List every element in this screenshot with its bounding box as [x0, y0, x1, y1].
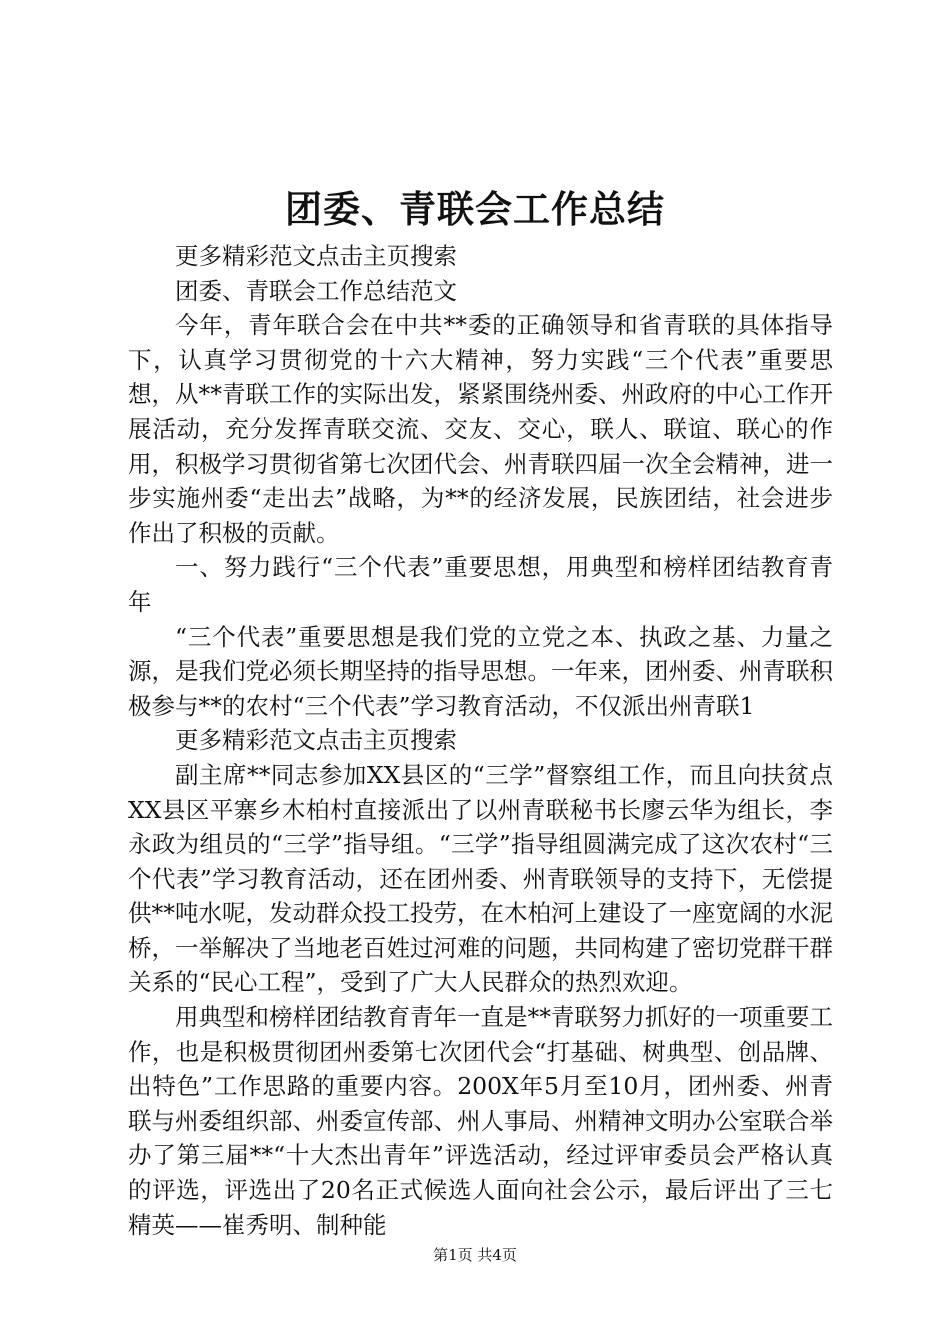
paragraph-intro: 今年，青年联合会在中共**委的正确领导和省青联的具体指导下，认真学习贯彻党的十六大精神，努力实践“三个代表”重要思想，从**青联工作的实际出发，紧紧围绕州委、州政府的中心工作开展活动，充分发挥青联交流、交友、交心，联人、联谊、联心的作用，积极学习贯彻省第七次团代会、州青联四届一次全会精神，进一步实施州委“走出去”战略，为**的经济发展，民族团结，社会进步作出了积极的贡献。: [128, 311, 833, 547]
document-body: [128, 239, 833, 1242]
paragraph-more-link: 更多精彩范文点击主页搜索: [175, 242, 457, 270]
paragraph-vice-chair: 副主席**同志参加XX县区的“三学”督察组工作，而且向扶贫点XX县区平寨乡木柏村直接派出了以州青联秘书长廖云华为组长，李永政为组员的“三学”指导组。“三学”指导组圆满完成了这次农村“三个代表”学习教育活动，还在团州委、州青联领导的支持下，无偿提供**吨水呢，发动群众投工投劳，在木柏河上建设了一座宽阔的水泥桥，一举解决了当地老百姓过河难的问题，共同构建了密切党群干群关系的“民心工程”，受到了广大人民群众的热烈欢迎。: [128, 760, 833, 997]
paragraph-section-heading: 一、努力践行“三个代表”重要思想，用典型和榜样团结教育青年: [128, 553, 833, 616]
paragraph-three-represents: “三个代表”重要思想是我们党的立党之本、执政之基、力量之源，是我们党必须长期坚持的指导思想。一年来，团州委、州青联积极参与**的农村“三个代表”学习教育活动，不仅派出州青联1: [128, 622, 833, 720]
document-title: 团委、青联会工作总结: [285, 187, 665, 231]
paragraph-more-link-repeat: 更多精彩范文点击主页搜索: [175, 726, 457, 755]
paragraph-subtitle: 团委、青联会工作总结范文: [175, 276, 457, 305]
page-number-footer: 第1页 共4页: [433, 1246, 517, 1264]
paragraph-role-models: 用典型和榜样团结教育青年一直是**青联努力抓好的一项重要工作，也是积极贯彻团州委第七次团代会“打基础、树典型、创品牌、出特色”工作思路的重要内容。200X年5月至10月，团州委、州青联与州委组织部、州委宣传部、州人事局、州精神文明办公室联合举办了第三届**“十大杰出青年”评选活动，经过评审委员会严格认真的评选，评选出了20名正式候选人面向社会公示，最后评出了三七精英——崔秀明、制种能: [128, 1003, 833, 1239]
